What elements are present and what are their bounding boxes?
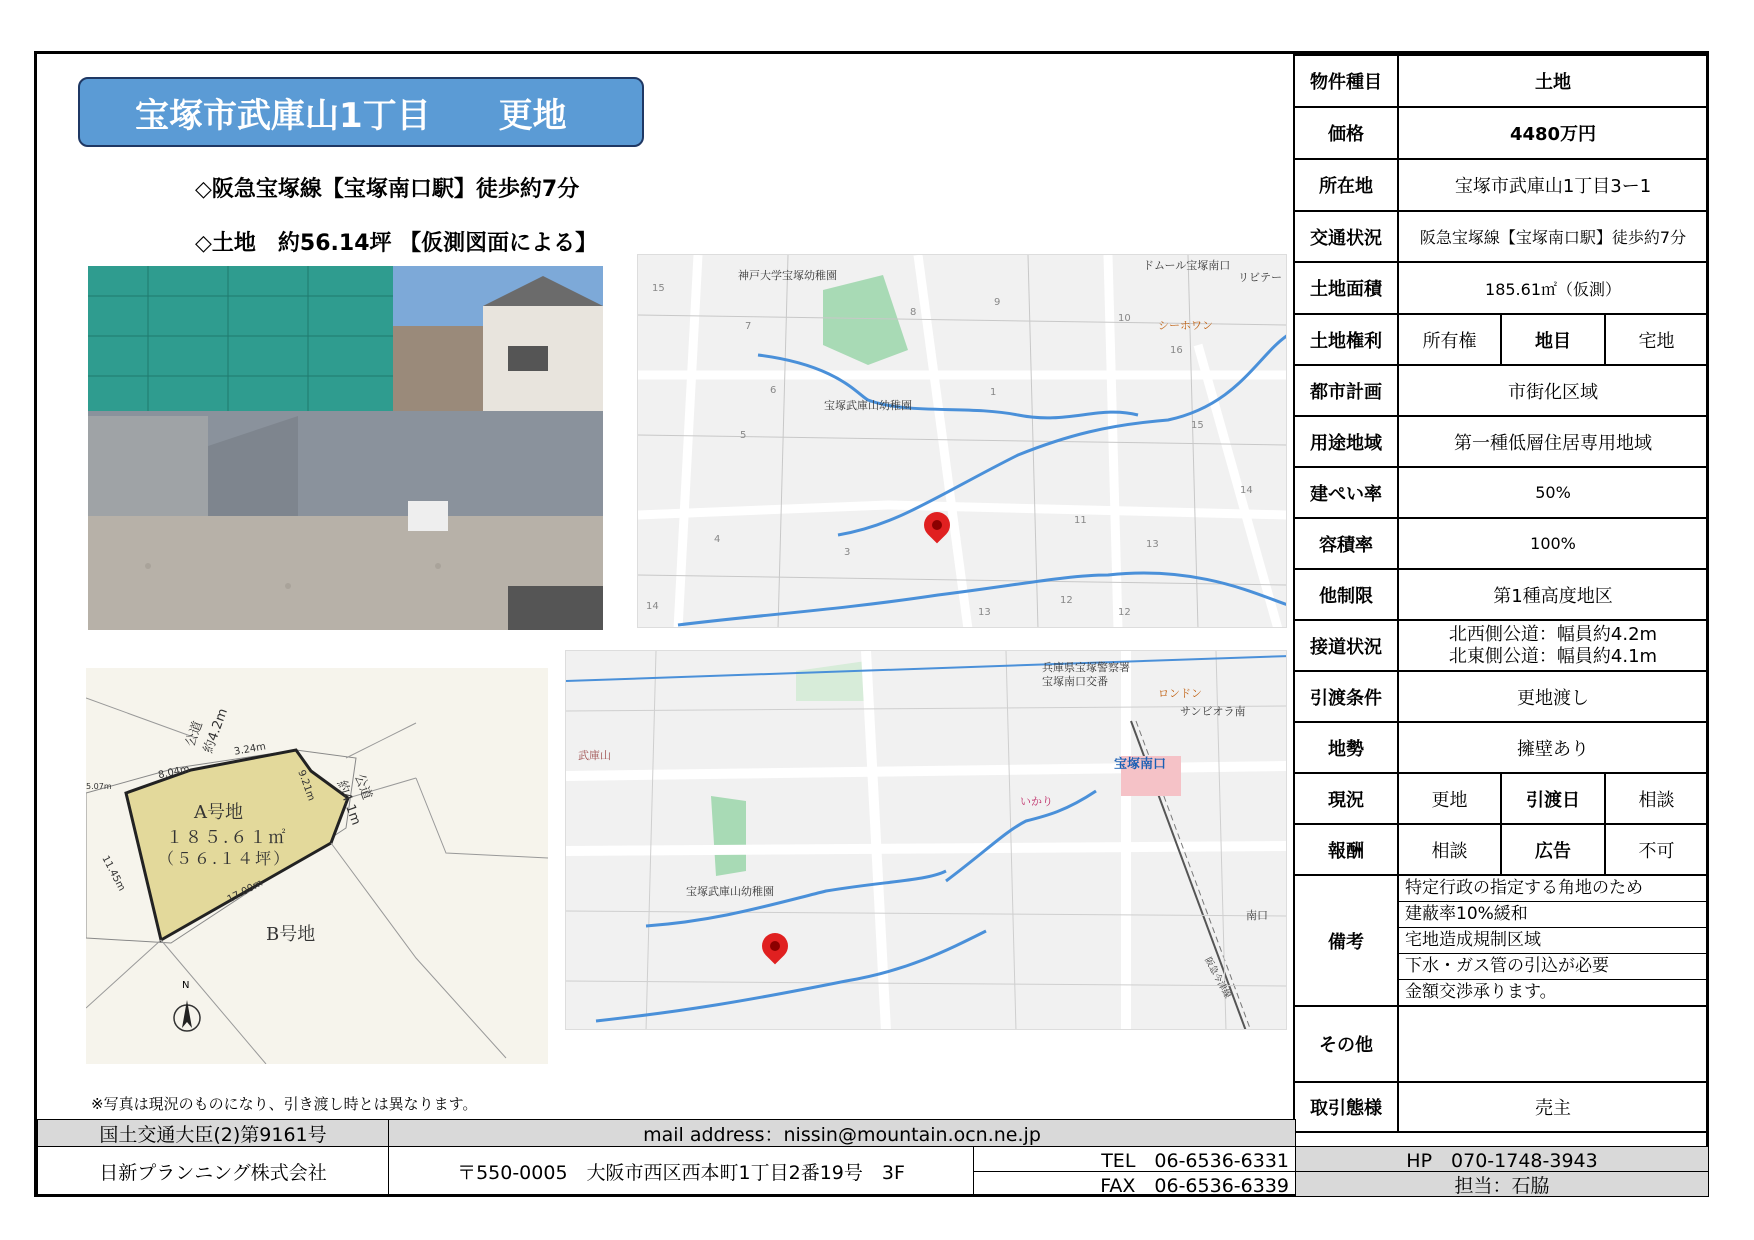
spec-terrain: 擁壁あり (1398, 722, 1708, 773)
road-ne-label: 公道 約4.1m (333, 772, 375, 828)
map1-label-4: リビテー (1238, 271, 1282, 284)
footer-license: 国土交通大臣(2)第9161号 (37, 1119, 389, 1147)
spec-land-rights: 所有権 (1398, 314, 1501, 365)
map2-label-4: 武庫山 (578, 749, 611, 762)
spec-fee: 相談 (1398, 824, 1501, 875)
dim-label: 9.21m (295, 768, 317, 803)
spec-location: 宝塚市武庫山1丁目3ー1 (1398, 159, 1708, 211)
spec-label: 報酬 (1294, 824, 1398, 875)
lot-b-label: B号地 (266, 924, 316, 945)
spec-handover-date: 相談 (1605, 773, 1708, 824)
dim-label: 5.07m (86, 782, 112, 791)
spec-label: 土地面積 (1294, 262, 1398, 314)
footer-address: 〒550-0005 大阪市西区西本町1丁目2番19号 3F (388, 1146, 974, 1196)
map2-label-9: 阪急今津線 (1202, 955, 1233, 1001)
map1-num: 15 (652, 283, 665, 294)
neighborhood-map[interactable] (637, 254, 1287, 628)
spec-label: その他 (1294, 1006, 1398, 1082)
spec-label: 建ぺい率 (1294, 467, 1398, 518)
map1-num: 13 (1146, 539, 1159, 550)
map1-num: 10 (1118, 313, 1131, 324)
footer-mail[interactable]: mail address：nissin@mountain.ocn.ne.jp (388, 1119, 1296, 1147)
spec-label: 交通状況 (1294, 211, 1398, 262)
map1-num: 11 (1074, 515, 1087, 526)
spec-ad: 不可 (1605, 824, 1708, 875)
spec-label: 地勢 (1294, 722, 1398, 773)
dim-label: 3.24m (233, 741, 267, 758)
spec-price: 4480万円 (1398, 107, 1708, 159)
map2-label-1: 宝塚南口交番 (1042, 675, 1108, 688)
spec-far: 100% (1398, 518, 1708, 569)
dim-label: 17.00m (225, 877, 265, 906)
map2-label-0: 兵庫県宝塚警察署 (1042, 661, 1130, 674)
title-city: 宝塚市武庫山1丁目 (135, 95, 431, 136)
map1-num: 15 (1191, 420, 1204, 431)
spec-label: 広告 (1501, 824, 1605, 875)
map1-num: 14 (646, 601, 659, 612)
map1-num: 9 (994, 297, 1001, 308)
map1-num: 6 (770, 385, 777, 396)
map1-num: 14 (1240, 485, 1253, 496)
spec-label: 物件種目 (1294, 55, 1398, 107)
spec-zoning: 第一種低層住居専用地域 (1398, 416, 1708, 467)
map2-label-3: サンビオラ南 (1180, 705, 1246, 718)
photo-note: ※写真は現況のものになり、引き渡し時とは異なります。 (91, 1095, 478, 1113)
spec-road-nw: 北西側公道：幅員約4.2m (1448, 623, 1658, 645)
lot-a-tsubo: （５６.１４坪） (158, 849, 292, 868)
spec-land-category: 宅地 (1605, 314, 1708, 365)
spec-transport: 阪急宝塚線【宝塚南口駅】徒歩約7分 (1398, 211, 1708, 262)
spec-label: 土地権利 (1294, 314, 1398, 365)
spec-property-type: 土地 (1398, 55, 1708, 107)
spec-label: 引渡日 (1501, 773, 1605, 824)
spec-label: 他制限 (1294, 569, 1398, 620)
survey-drawing (86, 668, 548, 1064)
map1-label-1: 宝塚武庫山幼稚園 (824, 399, 912, 412)
footer-contact: 担当：石脇 (1295, 1171, 1709, 1197)
spec-handover: 更地渡し (1398, 671, 1708, 722)
spec-label: 容積率 (1294, 518, 1398, 569)
footer-hp[interactable]: HP 070-1748-3943 (1295, 1146, 1709, 1172)
spec-bcr: 50% (1398, 467, 1708, 518)
land-line: ◇土地 約56.14坪 【仮測図面による】 (195, 231, 598, 256)
spec-label: 引渡条件 (1294, 671, 1398, 722)
map2-label-2: ロンドン (1158, 687, 1202, 700)
spec-other-limits: 第1種高度地区 (1398, 569, 1708, 620)
map1-num: 4 (714, 534, 721, 545)
spec-label: 取引態様 (1294, 1082, 1398, 1132)
road-nw-label: 公道 約4.2m (183, 706, 231, 756)
dim-label: 8.04m (157, 763, 191, 782)
spec-label: 備考 (1294, 875, 1398, 1006)
spec-label: 都市計画 (1294, 365, 1398, 416)
title-spacer (431, 88, 499, 137)
map1-num: 13 (978, 607, 991, 618)
spec-land-area: 185.61㎡（仮測） (1398, 262, 1708, 314)
spec-label: 接道状況 (1294, 620, 1398, 671)
map1-num: 1 (990, 387, 997, 398)
map1-num: 8 (910, 307, 917, 318)
access-line: ◇阪急宝塚線【宝塚南口駅】徒歩約7分 (195, 177, 580, 202)
remark-line: 特定行政の指定する角地のため (1399, 876, 1707, 902)
lot-a-area: １８５.６１㎡ (166, 828, 288, 848)
spec-label: 用途地域 (1294, 416, 1398, 467)
map1-label-2: シーホワン (1158, 319, 1213, 332)
map2-label-5: 宝塚南口 (1114, 757, 1167, 772)
north-label: N (182, 980, 190, 991)
map1-num: 12 (1118, 607, 1131, 618)
spec-label: 所在地 (1294, 159, 1398, 211)
spec-status: 更地 (1398, 773, 1501, 824)
map1-label-3: ドムール宝塚南口 (1143, 259, 1231, 272)
dim-label: 11.45m (99, 853, 128, 894)
property-spec-table (1293, 54, 1709, 1133)
map1-num: 5 (740, 430, 747, 441)
footer-fax: FAX 06-6536-6339 (973, 1171, 1296, 1197)
spec-label: 価格 (1294, 107, 1398, 159)
spec-others (1398, 1006, 1708, 1082)
map1-label-0: 神戸大学宝塚幼稚園 (738, 269, 837, 282)
map1-num: 16 (1170, 345, 1183, 356)
spec-label: 地目 (1501, 314, 1605, 365)
spec-city-plan: 市街化区域 (1398, 365, 1708, 416)
area-map[interactable] (565, 650, 1287, 1030)
remark-line: 下水・ガス管の引込が必要 (1399, 954, 1707, 980)
spec-road-ne: 北東側公道：幅員約4.1m (1448, 645, 1658, 667)
map1-num: 7 (745, 321, 752, 332)
footer-company: 日新プランニング株式会社 (37, 1146, 389, 1196)
title-type: 更地 (498, 95, 567, 136)
remark-line: 建蔽率10%緩和 (1399, 902, 1707, 928)
map2-label-7: 宝塚武庫山幼稚園 (686, 885, 774, 898)
map2-label-8: 南口 (1246, 909, 1268, 922)
remark-line: 金額交渉承ります。 (1405, 982, 1557, 1002)
north-arrow-icon (172, 994, 202, 1034)
lot-a-label: A号地 (194, 802, 243, 823)
remark-line: 宅地造成規制区域 (1399, 928, 1707, 954)
map1-num: 12 (1060, 595, 1073, 606)
title-banner (78, 77, 644, 147)
site-photo (88, 266, 603, 630)
spec-transaction: 売主 (1398, 1082, 1708, 1132)
footer-tel[interactable]: TEL 06-6536-6331 (973, 1146, 1296, 1172)
spec-label: 現況 (1294, 773, 1398, 824)
map2-label-6: いかり (1020, 795, 1053, 808)
map1-num: 3 (844, 547, 851, 558)
